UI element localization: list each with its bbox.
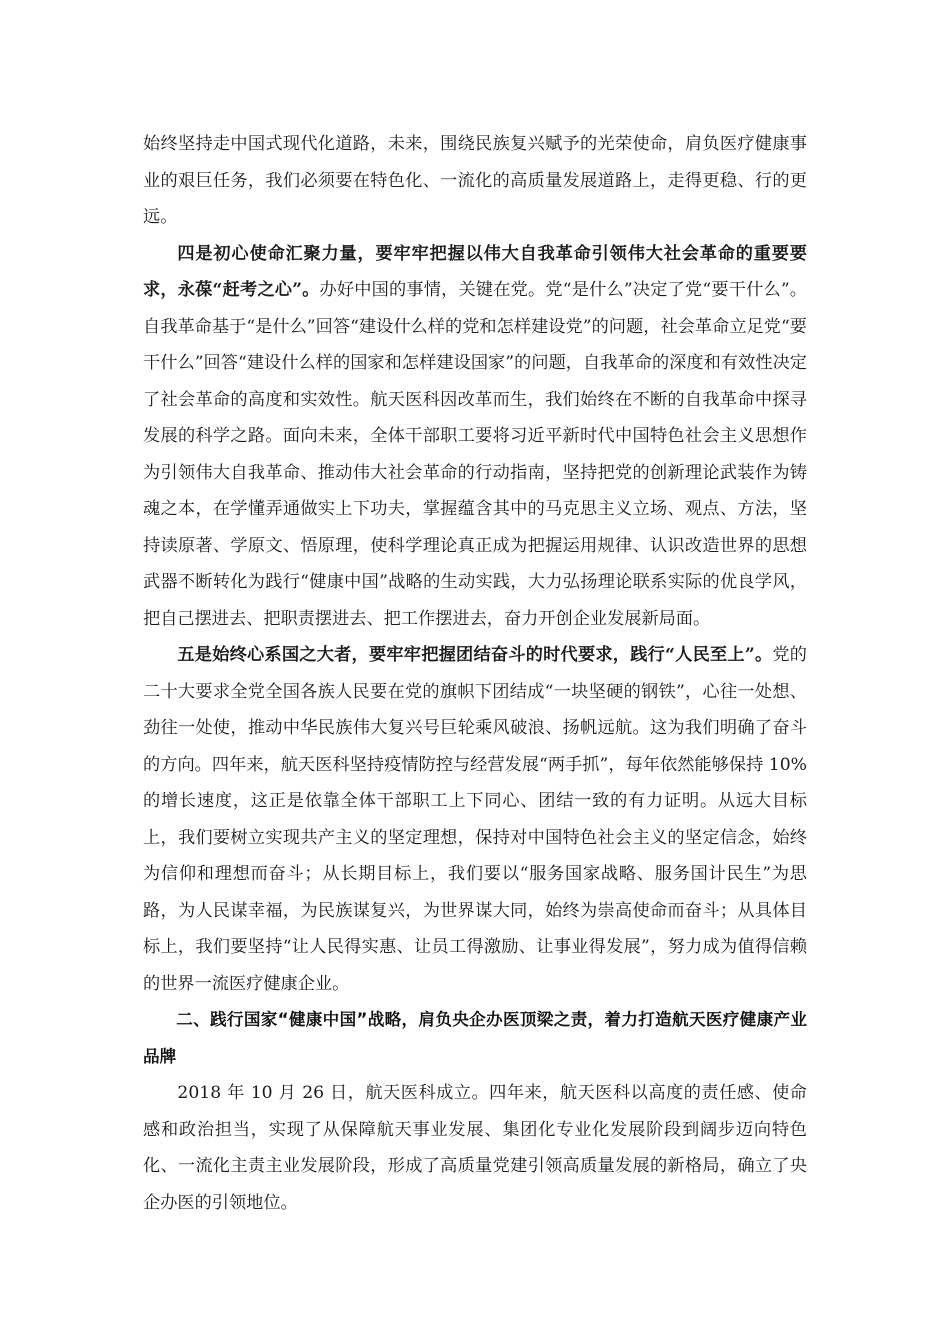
run-in-heading-point-five: 五是始终心系国之大者，要牢牢把握团结奋斗的时代要求，践行“人民至上”。 bbox=[177, 645, 773, 665]
paragraph-point-five bbox=[143, 637, 807, 1002]
paragraph-continuation bbox=[143, 126, 807, 236]
paragraph-text: 办好中国的事情，关键在党。党“是什么”决定了党“要干什么”。自我革命基于“是什么”回答“建设什么样的党和怎样建设党”的问题，社会革命立足党“要干什么”回答“建设什么样的国家和怎样建设国家”的问题，自我革命的深度和有效性决定了社会革命的高度和实效性。航天医科因改革而生，我们始终在不断的自我革命中探寻发展的科学之路。面向未来，全体干部职工要将习近平新时代中国特色社会主义思想作为引领伟大自我革命、推动伟大社会革命的行动指南，坚持把党的创新理论武装作为铸魂之本，在学懂弄通做实上下功夫，掌握蕴含其中的马克思主义立场、观点、方法，坚持读原著、学原文、悟原理，使科学理论真正成为把握运用规律、认识改造世界的思想武器不断转化为践行“健康中国”战略的生动实践，大力弘扬理论联系实际的优良学风，把自己摆进去、把职责摆进去、把工作摆进去，奋力开创企业发展新局面。 bbox=[143, 280, 807, 629]
document-page bbox=[143, 126, 807, 1221]
paragraph-section-two-intro bbox=[143, 1075, 807, 1221]
paragraph-text: 始终坚持走中国式现代化道路，未来，围绕民族复兴赋予的光荣使命，肩负医疗健康事业的艰巨任务，我们必须要在特色化、一流化的高质量发展道路上，走得更稳、行的更远。 bbox=[143, 134, 807, 227]
run-in-heading-point-four: 四是初心使命汇聚力量，要牢牢把握以伟大自我革命引领伟大社会革命的重要要求，永葆“赶考之心”。 bbox=[143, 243, 807, 300]
paragraph-text: 党的二十大要求全党全国各族人民要在党的旗帜下团结成“一块坚硬的钢铁”，心往一处想、劲往一处使，推动中华民族伟大复兴号巨轮乘风破浪、扬帆远航。这为我们明确了奋斗的方向。四年来，航天医科坚持疫情防控与经营发展“两手抓”，每年依然能够保持 10%的增长速度，这正是依靠全体干部职工上下同心、团结一致的有力证明。从远大目标上，我们要树立实现共产主义的坚定理想，保持对中国特色社会主义的坚定信念，始终为信仰和理想而奋斗；从长期目标上，我们要以“服务国家战略、服务国计民生”为思路，为人民谋幸福，为民族谋复兴，为世界谋大同，始终为崇高使命而奋斗；从具体目标上，我们要坚持“让人民得实惠、让员工得激励、让事业得发展”，努力成为值得信赖的世界一流医疗健康企业。 bbox=[143, 645, 807, 994]
paragraph-point-four bbox=[143, 236, 807, 638]
paragraph-text: 2018 年 10 月 26 日，航天医科成立。四年来，航天医科以高度的责任感、使命感和政治担当，实现了从保障航天事业发展、集团化专业化发展阶段到阔步迈向特色化、一流化主责主业发展阶段，形成了高质量党建引领高质量发展的新格局，确立了央企办医的引领地位。 bbox=[143, 1083, 807, 1213]
section-heading-two: 二、践行国家“健康中国”战略，肩负央企办医顶梁之责，着力打造航天医疗健康产业品牌 bbox=[143, 1010, 807, 1066]
